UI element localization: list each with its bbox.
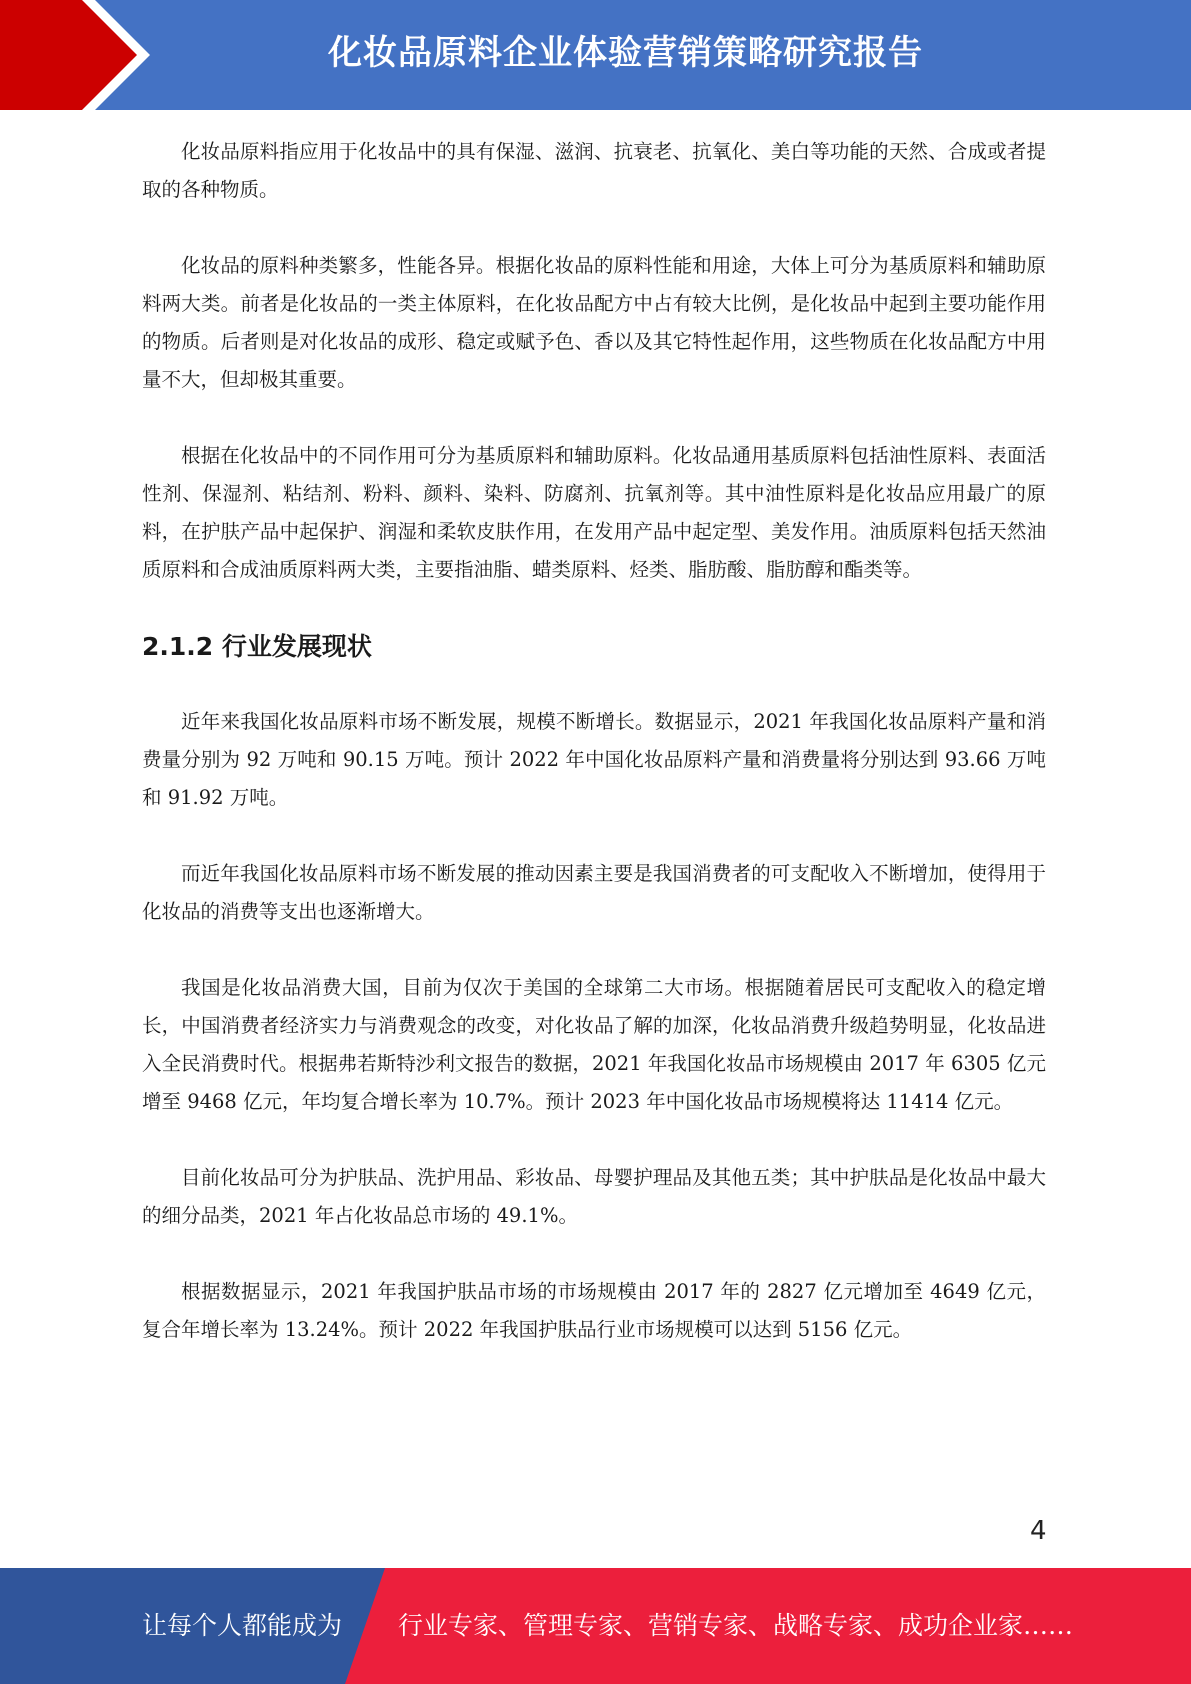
page-body [142, 133, 1046, 1387]
paragraph: 我国是化妆品消费大国，目前为仅次于美国的全球第二大市场。根据随着居民可支配收入的稳定增长，中国消费者经济实力与消费观念的改变，对化妆品了解的加深，化妆品消费升级趋势明显，化妆品进入全民消费时代。根据弗若斯特沙利文报告的数据，2021 年我国化妆品市场规模由 2017 年 6305 亿元增至 9468 亿元，年均复合增长率为 10.7%。预计 2023 年中国化妆品市场规模将达 11414 亿元。 [142, 976, 1046, 1113]
page-footer [0, 1568, 1191, 1684]
paragraph: 化妆品的原料种类繁多，性能各异。根据化妆品的原料性能和用途，大体上可分为基质原料和辅助原料两大类。前者是化妆品的一类主体原料，在化妆品配方中占有较大比例，是化妆品中起到主要功能作用的物质。后者则是对化妆品的成形、稳定或赋予色、香以及其它特性起作用，这些物质在化妆品配方中用量不大，但却极其重要。 [142, 254, 1046, 391]
report-title: 化妆品原料企业体验营销策略研究报告 [328, 33, 923, 73]
footer-slogan-left: 让每个人都能成为 [142, 1611, 343, 1640]
paragraph: 目前化妆品可分为护肤品、洗护用品、彩妆品、母婴护理品及其他五类；其中护肤品是化妆品中最大的细分品类，2021 年占化妆品总市场的 49.1%。 [142, 1166, 1046, 1227]
paragraph: 根据在化妆品中的不同作用可分为基质原料和辅助原料。化妆品通用基质原料包括油性原料、表面活性剂、保湿剂、粘结剂、粉料、颜料、染料、防腐剂、抗氧剂等。其中油性原料是化妆品应用最广的原料，在护肤产品中起保护、润湿和柔软皮肤作用，在发用产品中起定型、美发作用。油质原料包括天然油质原料和合成油质原料两大类，主要指油脂、蜡类原料、烃类、脂肪酸、脂肪醇和酯类等。 [142, 444, 1046, 581]
paragraph: 而近年我国化妆品原料市场不断发展的推动因素主要是我国消费者的可支配收入不断增加，使得用于化妆品的消费等支出也逐渐增大。 [142, 862, 1046, 923]
section-heading: 2.1.2 行业发展现状 [142, 632, 372, 661]
page-header [0, 0, 1191, 110]
page-number: 4 [1030, 1516, 1047, 1546]
header-chevron-arrow [0, 0, 140, 110]
paragraph: 根据数据显示，2021 年我国护肤品市场的市场规模由 2017 年的 2827 亿元增加至 4649 亿元，复合年增长率为 13.24%。预计 2022 年我国护肤品行业市场规模可以达到 5156 亿元。 [142, 1280, 1046, 1341]
footer-slogan-right: 行业专家、管理专家、营销专家、战略专家、成功企业家…… [398, 1611, 1074, 1640]
paragraph: 近年来我国化妆品原料市场不断发展，规模不断增长。数据显示，2021 年我国化妆品原料产量和消费量分别为 92 万吨和 90.15 万吨。预计 2022 年中国化妆品原料产量和消费量将分别达到 93.66 万吨和 91.92 万吨。 [142, 710, 1046, 809]
paragraph: 化妆品原料指应用于化妆品中的具有保湿、滋润、抗衰老、抗氧化、美白等功能的天然、合成或者提取的各种物质。 [142, 140, 1046, 201]
